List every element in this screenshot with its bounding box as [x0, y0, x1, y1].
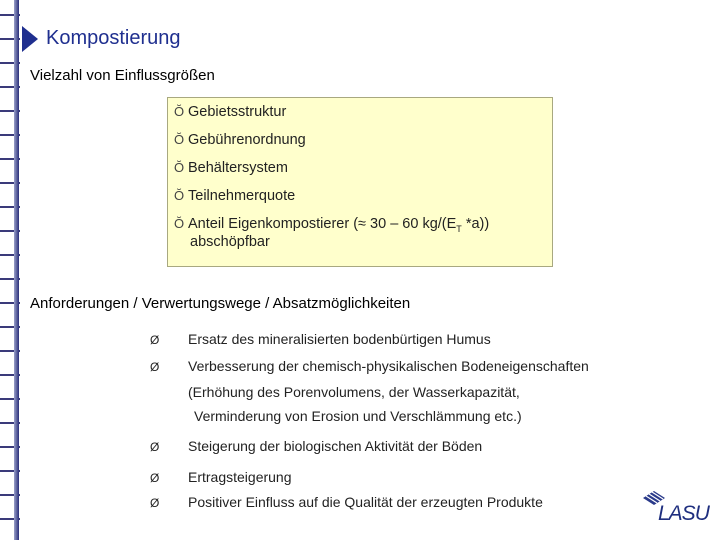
factor-item: Ŏ Gebietsstruktur: [174, 104, 287, 120]
requirement-item: Ø Steigerung der biologischen Aktivität der Böden: [150, 438, 483, 454]
bullet-icon: Ŏ: [174, 160, 185, 175]
factor-item: Ŏ Gebührenordnung: [174, 132, 306, 148]
title-arrow-icon: [22, 26, 38, 52]
logo-text: LASU: [658, 502, 709, 525]
requirement-item: Ø Positiver Einfluss auf die Qualität der erzeugten Produkte: [150, 494, 543, 510]
arrow-bullet-icon: Ø: [150, 360, 160, 374]
factor-item-eigenkompostierer: Ŏ Anteil Eigenkompostierer (≈ 30 – 60 $kg/(E_T$ *a)) abschöpfbar: [174, 216, 490, 250]
bullet-icon: Ŏ: [174, 104, 185, 119]
requirement-detail: (Erhöhung des Porenvolumens, der Wasserkapazität,: [188, 384, 520, 400]
requirement-detail: Verminderung von Erosion und Verschlämmung etc.): [194, 408, 522, 424]
section-heading-influences: Vielzahl von Einflussgrößen: [30, 67, 215, 84]
arrow-bullet-icon: Ø: [150, 440, 160, 454]
arrow-bullet-icon: Ø: [150, 333, 160, 347]
bullet-icon: Ŏ: [174, 132, 185, 147]
bullet-icon: Ŏ: [174, 216, 185, 231]
bullet-icon: Ŏ: [174, 188, 185, 203]
factor-item: Ŏ Teilnehmerquote: [174, 188, 296, 204]
requirement-item: Ø Ersatz des mineralisierten bodenbürtigen Humus: [150, 331, 491, 347]
factors-box: [167, 97, 553, 267]
requirement-item: Ø Verbesserung der chemisch-physikalischen Bodeneigenschaften: [150, 358, 589, 374]
requirement-item: Ø Ertragsteigerung: [150, 469, 292, 485]
arrow-bullet-icon: Ø: [150, 471, 160, 485]
factor-item: Ŏ Behältersystem: [174, 160, 288, 176]
lasu-logo: [640, 490, 720, 530]
left-decorative-bar: [0, 0, 20, 540]
slide-title: Kompostierung: [46, 27, 181, 49]
section-heading-requirements: Anforderungen / Verwertungswege / Absatzmöglichkeiten: [30, 295, 411, 312]
factor-continuation: abschöpfbar: [190, 233, 270, 250]
arrow-bullet-icon: Ø: [150, 496, 160, 510]
